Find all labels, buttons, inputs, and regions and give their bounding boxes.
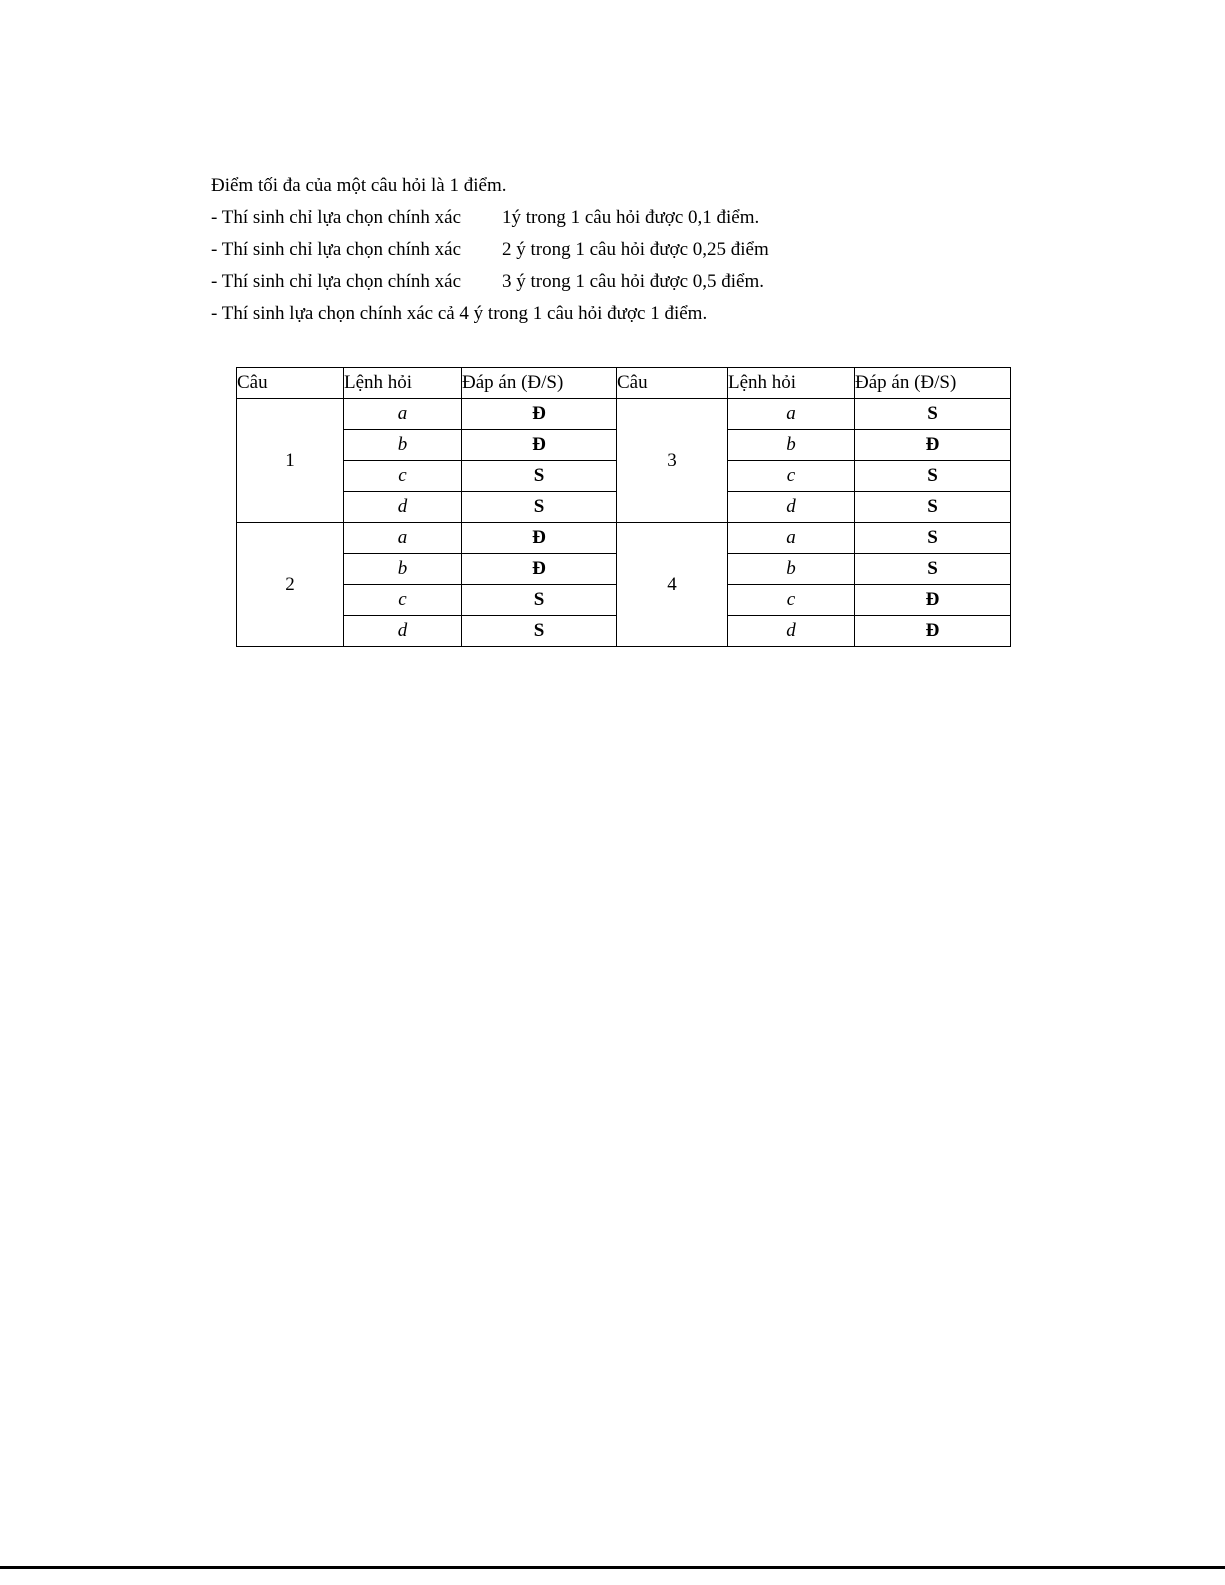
prompt-letter: b — [728, 554, 855, 585]
prompt-letter: c — [344, 585, 462, 616]
answer-value: Đ — [462, 554, 617, 585]
answer-value: S — [855, 492, 1011, 523]
header-prompt: Lệnh hỏi — [728, 368, 855, 399]
page-bottom-divider — [0, 1566, 1225, 1569]
header-question: Câu — [237, 368, 344, 399]
rule-score: 1ý trong 1 câu hỏi được 0,1 điểm. — [502, 207, 760, 228]
scoring-intro: Điểm tối đa của một câu hỏi là 1 điểm. — [211, 175, 507, 196]
rule-condition: - Thí sinh chỉ lựa chọn chính xác — [211, 207, 462, 228]
question-number: 2 — [237, 523, 344, 647]
answer-table — [236, 367, 1011, 647]
answer-value: S — [462, 461, 617, 492]
table-row — [237, 399, 1011, 430]
answer-value: Đ — [855, 430, 1011, 461]
answer-value: S — [855, 523, 1011, 554]
answer-value: S — [855, 399, 1011, 430]
prompt-letter: a — [728, 399, 855, 430]
answer-value: S — [855, 554, 1011, 585]
prompt-letter: a — [728, 523, 855, 554]
prompt-letter: c — [728, 585, 855, 616]
header-answer: Đáp án (Đ/S) — [462, 368, 617, 399]
table-row — [237, 523, 1011, 554]
answer-value: Đ — [462, 523, 617, 554]
scoring-final-rule: - Thí sinh lựa chọn chính xác cả 4 ý trong 1 câu hỏi được 1 điểm. — [211, 303, 708, 324]
prompt-letter: c — [344, 461, 462, 492]
header-answer: Đáp án (Đ/S) — [855, 368, 1011, 399]
prompt-letter: d — [344, 492, 462, 523]
answer-value: S — [462, 616, 617, 647]
answer-value: Đ — [855, 585, 1011, 616]
prompt-letter: d — [728, 492, 855, 523]
prompt-letter: d — [344, 616, 462, 647]
prompt-letter: a — [344, 523, 462, 554]
prompt-letter: b — [344, 430, 462, 461]
prompt-letter: d — [728, 616, 855, 647]
scoring-rule — [211, 266, 769, 298]
rule-condition: - Thí sinh chỉ lựa chọn chính xác — [211, 271, 462, 292]
answer-value: Đ — [462, 430, 617, 461]
rule-score: 3 ý trong 1 câu hỏi được 0,5 điểm. — [502, 271, 765, 292]
prompt-letter: c — [728, 461, 855, 492]
scoring-rules — [211, 170, 769, 330]
question-number: 4 — [617, 523, 728, 647]
answer-value: S — [462, 492, 617, 523]
prompt-letter: b — [344, 554, 462, 585]
prompt-letter: a — [344, 399, 462, 430]
answer-value: Đ — [462, 399, 617, 430]
answer-value: S — [855, 461, 1011, 492]
rule-condition: - Thí sinh chỉ lựa chọn chính xác — [211, 239, 462, 260]
rule-score: 2 ý trong 1 câu hỏi được 0,25 điểm — [502, 239, 769, 260]
answer-value: S — [462, 585, 617, 616]
header-prompt: Lệnh hỏi — [344, 368, 462, 399]
prompt-letter: b — [728, 430, 855, 461]
answer-value: Đ — [855, 616, 1011, 647]
header-question: Câu — [617, 368, 728, 399]
scoring-rule — [211, 202, 769, 234]
question-number: 1 — [237, 399, 344, 523]
scoring-rule — [211, 234, 769, 266]
table-header-row — [237, 368, 1011, 399]
question-number: 3 — [617, 399, 728, 523]
